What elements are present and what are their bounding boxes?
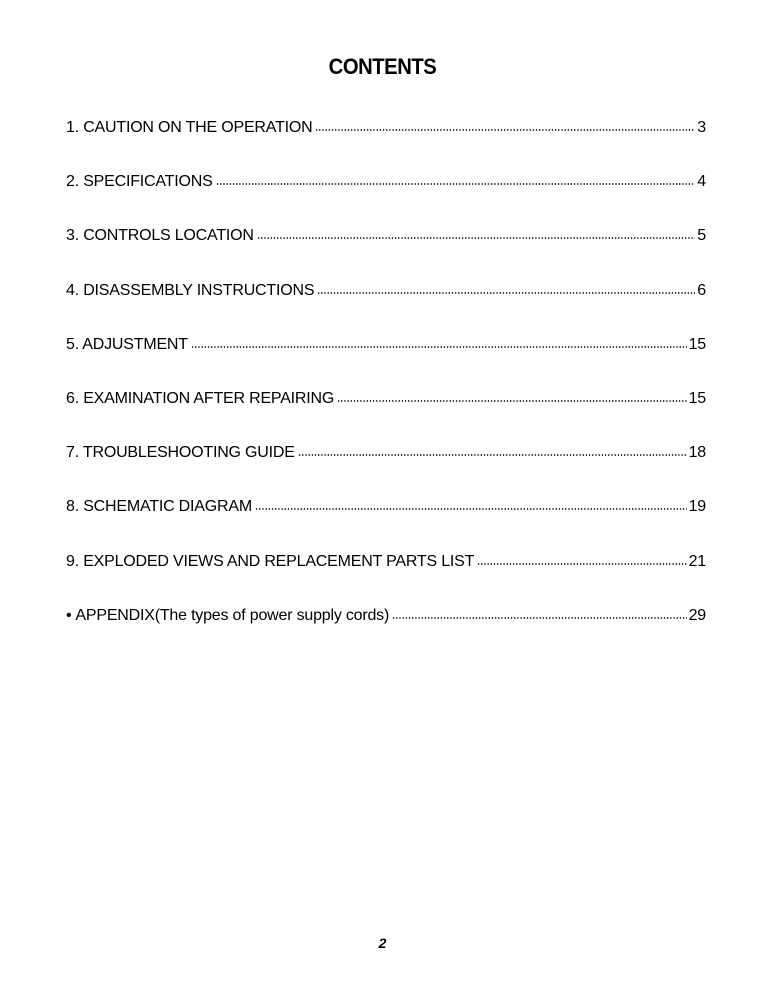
toc-entry-schematic bbox=[66, 498, 706, 552]
toc-entry-page: 15 bbox=[688, 389, 706, 407]
dot-leader bbox=[298, 454, 687, 456]
toc-entry-label: 6. EXAMINATION AFTER REPAIRING bbox=[66, 389, 335, 407]
toc-entry-label: 7. TROUBLESHOOTING GUIDE bbox=[66, 444, 295, 462]
toc-entry-adjustment bbox=[66, 336, 706, 390]
dot-leader bbox=[337, 400, 686, 402]
table-of-contents bbox=[66, 119, 706, 661]
toc-entry-page: 29 bbox=[688, 606, 706, 624]
toc-entry-troubleshooting bbox=[66, 444, 706, 498]
toc-entry-page: 21 bbox=[688, 552, 706, 570]
toc-entry-specifications bbox=[66, 173, 706, 227]
toc-entry-controls-location bbox=[66, 227, 706, 281]
toc-entry-exploded-views bbox=[66, 553, 706, 607]
toc-entry-label: 8. SCHEMATIC DIAGRAM bbox=[66, 498, 252, 516]
dot-leader bbox=[317, 292, 695, 294]
toc-entry-label: 1. CAUTION ON THE OPERATION bbox=[66, 119, 313, 136]
page-title: CONTENTS bbox=[328, 54, 437, 79]
toc-entry-appendix bbox=[66, 607, 706, 661]
dot-leader bbox=[392, 617, 686, 619]
toc-entry-page: 19 bbox=[688, 498, 706, 516]
toc-entry-page: 5 bbox=[697, 227, 706, 245]
dot-leader bbox=[315, 129, 695, 131]
dot-leader bbox=[191, 346, 687, 348]
toc-entry-page: 6 bbox=[697, 281, 706, 299]
dot-leader bbox=[257, 237, 696, 239]
toc-entry-label: 2. SPECIFICATIONS bbox=[66, 173, 213, 191]
toc-entry-examination bbox=[66, 390, 706, 444]
toc-entry-label: 4. DISASSEMBLY INSTRUCTIONS bbox=[66, 281, 315, 299]
toc-entry-label: 9. EXPLODED VIEWS AND REPLACEMENT PARTS LIST bbox=[66, 552, 475, 570]
page-number: 2 bbox=[378, 935, 387, 951]
dot-leader bbox=[477, 563, 686, 565]
toc-entry-page: 18 bbox=[688, 444, 706, 462]
toc-entry-disassembly bbox=[66, 282, 706, 336]
toc-entry-page: 4 bbox=[697, 173, 706, 191]
toc-entry-label bbox=[66, 607, 391, 625]
toc-entry-page: 3 bbox=[697, 119, 706, 136]
toc-entry-label: 3. CONTROLS LOCATION bbox=[66, 227, 254, 245]
bullet-icon: • bbox=[66, 606, 72, 624]
dot-leader bbox=[255, 508, 687, 510]
toc-entry-caution bbox=[66, 119, 706, 173]
appendix-label: APPENDIX(The types of power supply cords) bbox=[75, 606, 390, 624]
toc-entry-page: 15 bbox=[688, 335, 706, 353]
dot-leader bbox=[216, 183, 696, 185]
toc-entry-label: 5. ADJUSTMENT bbox=[66, 335, 188, 353]
